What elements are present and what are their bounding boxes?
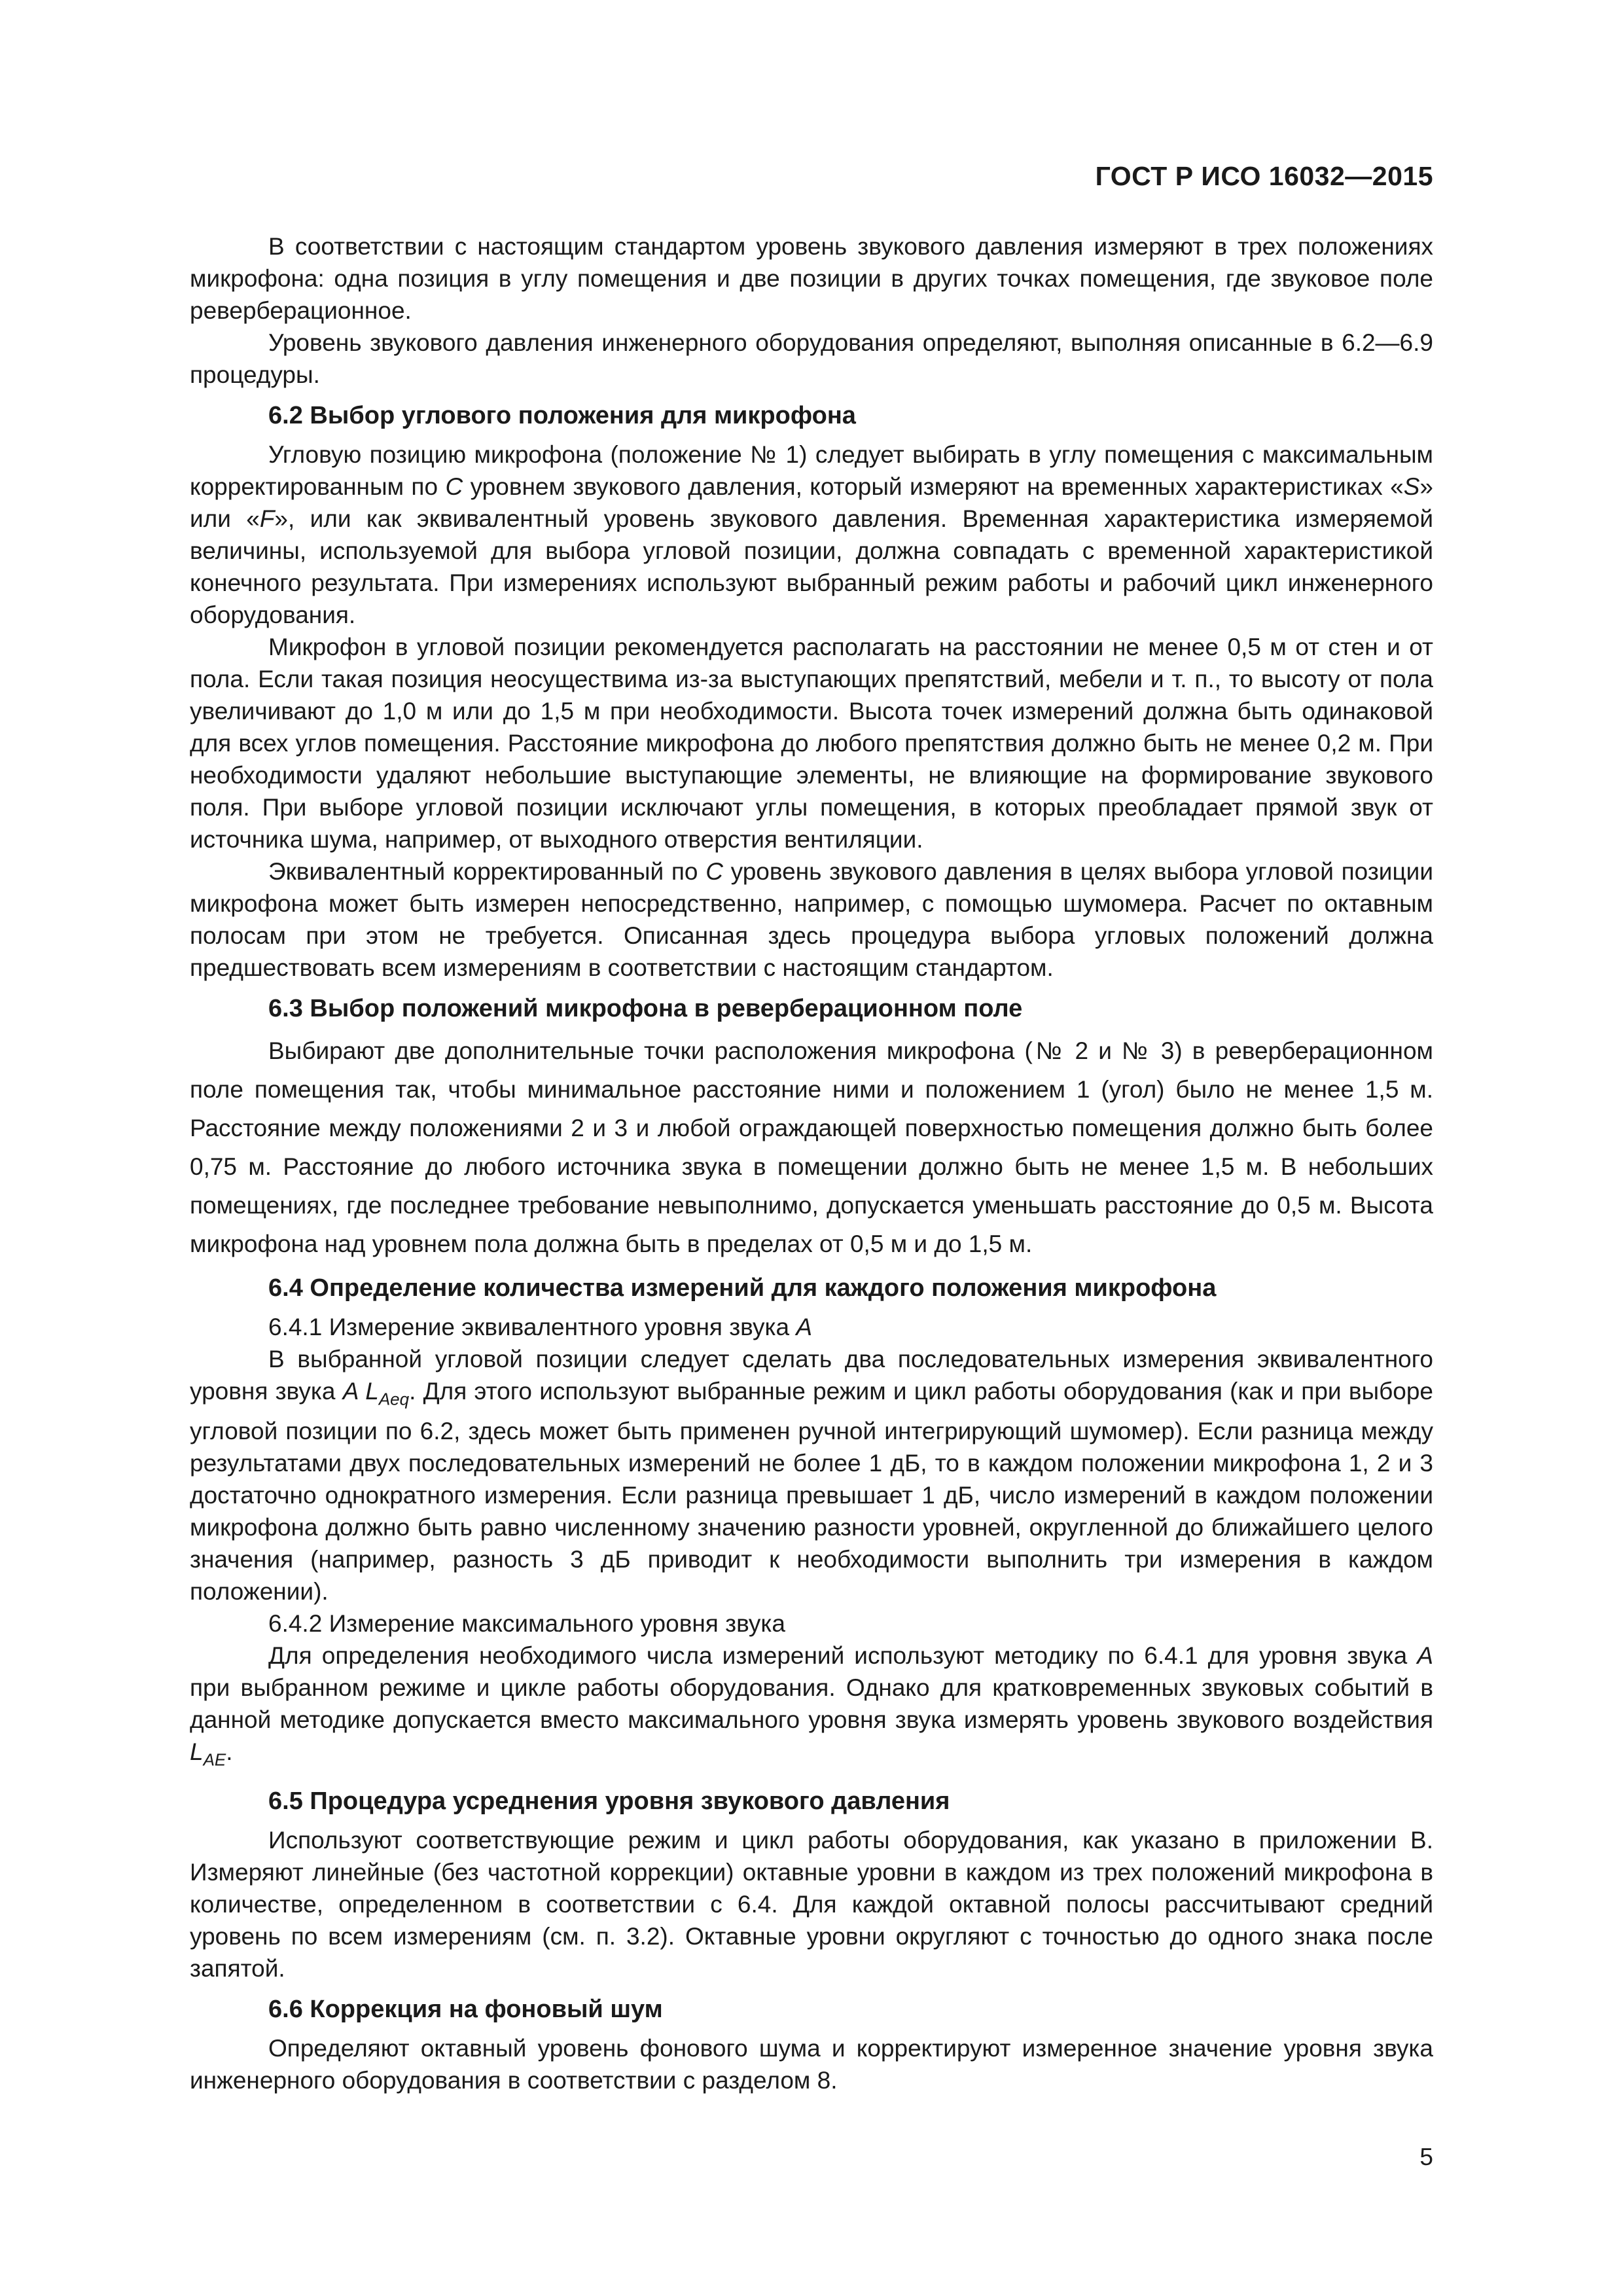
section-6-2-heading: 6.2 Выбор углового положения для микрофона xyxy=(268,402,856,429)
section-6-2-paragraph-2: Микрофон в угловой позиции рекомендуется располагать на расстоянии не менее 0,5 м от стен и от пола. Если такая позиция неосуществима из-за выступающих препятствий, мебели и т. п., то высоту от пола увеличивают до 1,0 м или до 1,5 м при необходимости. Высота точек измерений должна быть одинаковой для всех углов помещения. Расстояние микрофона до любого препятствия должно быть не менее 0,2 м. При необходимости удаляют небольшие выступающие элементы, не влияющие на формирование звукового поля. При выборе угловой позиции исключают углы помещения, в которых преобладает прямой звук от источника шума, например, от выходного отверстия вентиляции. xyxy=(190,634,1433,853)
document-code: ГОСТ Р ИСО 16032—2015 xyxy=(1095,161,1433,191)
section-6-2-paragraph-3: Эквивалентный корректированный по C уровень звукового давления в целях выбора угловой позиции микрофона может быть измерен непосредственно, например, с помощью шумомера. Расчет по октавным полосам при этом не требуется. Описанная здесь процедура выбора угловых положений должна предшествовать всем измерениям в соответствии с настоящим стандартом. xyxy=(190,858,1433,981)
section-6-5-heading: 6.5 Процедура усреднения уровня звукового давления xyxy=(268,1787,950,1815)
subsection-6-4-2-title: 6.4.2 Измерение максимального уровня звука xyxy=(268,1610,786,1638)
section-6-3-paragraph-1: Выбирают две дополнительные точки расположения микрофона (№ 2 и № 3) в реверберационном поле помещения так, чтобы минимальное расстояние ними и положением 1 (угол) было не менее 1,5 м. Расстояние между положениями 2 и 3 и любой ограждающей поверхностью помещения должно быть более 0,75 м. Расстояние до любого источника звука в помещении должно быть не менее 1,5 м. В небольших помещениях, где последнее требование невыполнимо, допускается уменьшать расстояние до 0,5 м. Высота микрофона над уровнем пола должна быть в пределах от 0,5 м и до 1,5 м. xyxy=(190,1037,1433,1257)
section-6-3-heading: 6.3 Выбор положений микрофона в реверберационном поле xyxy=(268,995,1023,1022)
section-6-2-paragraph-1: Угловую позицию микрофона (положение № 1) следует выбирать в углу помещения с максимальным корректированным по C уровнем звукового давления, который измеряют на временных характеристиках «S» или «F», или как эквивалентный уровень звукового давления. Временная характеристика измеряемой величины, используемой для выбора угловой позиции, должна совпадать с временной характеристикой конечного результата. При измерениях используют выбранный режим работы и рабочий цикл инженерного оборудования. xyxy=(190,441,1433,628)
section-6-5-paragraph-1: Используют соответствующие режим и цикл работы оборудования, как указано в приложении В. Измеряют линейные (без частотной коррекции) октавные уровни в каждом из трех положений микрофона в количестве, определенном в соответствии с 6.4. Для каждой октавной полосы рассчитывают средний уровень по всем измерениям (см. п. 3.2). Октавные уровни округляют с точностью до одного знака после запятой. xyxy=(190,1826,1433,1982)
section-6-6-heading: 6.6 Коррекция на фоновый шум xyxy=(268,1995,663,2023)
page-content xyxy=(190,230,1433,2096)
intro-paragraph-1: В соответствии с настоящим стандартом уровень звукового давления измеряют в трех положениях микрофона: одна позиция в углу помещения и две позиции в других точках помещения, где звуковое поле реверберационное. xyxy=(190,233,1433,324)
section-6-6-paragraph-1: Определяют октавный уровень фонового шума и корректируют измеренное значение уровня звука инженерного оборудования в соответствии с разделом 8. xyxy=(190,2034,1433,2094)
section-6-4-heading: 6.4 Определение количества измерений для каждого положения микрофона xyxy=(268,1274,1217,1302)
subsection-6-4-1-title: 6.4.1 Измерение эквивалентного уровня звука A xyxy=(268,1314,813,1340)
subsection-6-4-2-paragraph: Для определения необходимого числа измерений используют методику по 6.4.1 для уровня звука A при выбранном режиме и цикле работы оборудования. Однако для кратковременных звуковых событий в данной методике допускается вместо максимального уровня звука измерять уровень звукового воздействия $L_{AE}$. xyxy=(190,1642,1433,1770)
page-number: 5 xyxy=(1419,2144,1433,2170)
intro-paragraph-2: Уровень звукового давления инженерного оборудования определяют, выполняя описанные в 6.2—6.9 процедуры. xyxy=(190,329,1433,388)
subsection-6-4-1-paragraph: В выбранной угловой позиции следует сделать два последовательных измерения эквивалентного уровня звука A $L_{Aeq}$. Для этого используют выбранные режим и цикл работы оборудования (как и при выборе угловой позиции по 6.2, здесь может быть применен ручной интегрирующий шумомер). Если разница между результатами двух последовательных измерений не более 1 дБ, то в каждом положении микрофона 1, 2 и 3 достаточно однократного измерения. Если разница превышает 1 дБ, число измерений в каждом положении микрофона должно быть равно численному значению разности уровней, округленной до ближайшего целого значения (например, разность 3 дБ приводит к необходимости выполнить три измерения в каждом положении). xyxy=(190,1346,1433,1605)
